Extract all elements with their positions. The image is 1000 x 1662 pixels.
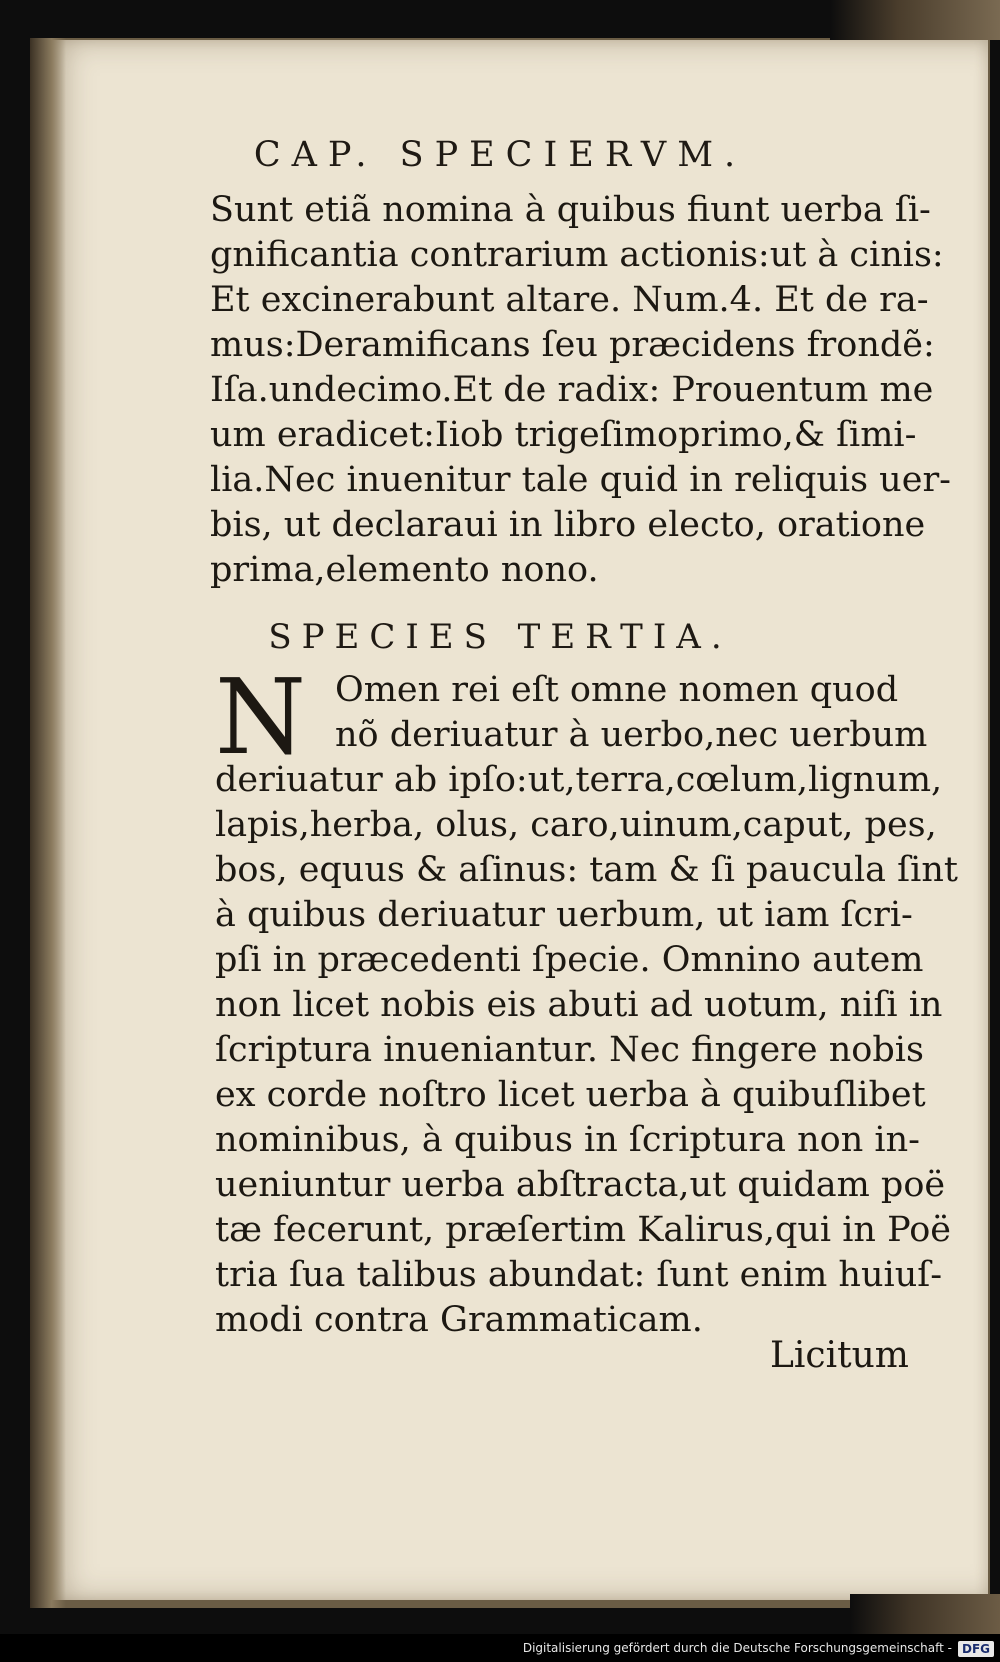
- initial-letter: N: [215, 656, 306, 778]
- text-line: Et excinerabunt altare. Num.4. Et de ra-: [210, 280, 929, 320]
- text-line: pſi in præcedenti ſpecie. Omnino autem: [215, 940, 924, 980]
- footer-text: Digitalisierung gefördert durch die Deutsche Forschungsgemeinschaft -: [522, 1641, 952, 1655]
- text-line: non licet nobis eis abuti ad uotum, niſi in: [215, 985, 943, 1025]
- text-line: bos, equus & aſinus: tam & ſi paucula ſint: [215, 850, 958, 890]
- text-line: nominibus, à quibus in ſcriptura non in-: [215, 1120, 920, 1160]
- dfg-logo[interactable]: DFG: [958, 1641, 994, 1657]
- text-line: tria ſua talibus abundat: ſunt enim huiuſ-: [215, 1255, 943, 1295]
- text-line: tæ fecerunt, præſertim Kalirus,qui in Poë: [215, 1210, 952, 1250]
- text-line: Sunt etiã nomina à quibus fiunt uerba ſi-: [210, 190, 931, 230]
- text-line: ſcriptura inueniantur. Nec fingere nobis: [215, 1030, 924, 1070]
- text-line: deriuatur ab ipſo:ut,terra,cœlum,lignum,: [215, 760, 943, 800]
- text-line: bis, ut declaraui in libro electo, oratione: [210, 505, 926, 545]
- spine-shadow: [30, 38, 66, 1608]
- text-line: nõ deriuatur à uerbo,nec uerbum: [335, 715, 928, 755]
- section-heading: SPECIES TERTIA.: [268, 617, 732, 657]
- text-line: à quibus deriuatur uerbum, ut iam ſcri-: [215, 895, 913, 935]
- text-line: mus:Deramificans ſeu præcidens frondẽ:: [210, 325, 935, 365]
- footer-bar: [0, 1634, 1000, 1662]
- catchword: Licitum: [770, 1335, 909, 1376]
- text-line: um eradicet:Iiob trigeſimoprimo,& ſimi-: [210, 415, 917, 455]
- text-line: ex corde noſtro licet uerba à quibuſlibet: [215, 1075, 926, 1115]
- text-line: Iſa.undecimo.Et de radix: Prouentum me: [210, 370, 934, 410]
- text-line: Omen rei eſt omne nomen quod: [335, 670, 899, 710]
- text-line: lapis,herba, olus, caro,uinum,caput, pes,: [215, 805, 937, 845]
- paragraph-2: [215, 656, 958, 1343]
- running-head: CAP. SPECIERVM.: [253, 135, 747, 175]
- text-line: gnificantia contrarium actionis:ut à cinis:: [210, 235, 944, 275]
- text-line: ueniuntur uerba abſtracta,ut quidam poë: [215, 1165, 946, 1205]
- text-line: modi contra Grammaticam.: [215, 1300, 703, 1340]
- text-line: lia.Nec inuenitur tale quid in reliquis uer-: [210, 460, 951, 500]
- page-corner-top: [830, 0, 1000, 40]
- page-corner-bottom: [850, 1594, 1000, 1634]
- text-line: prima,elemento nono.: [210, 550, 599, 590]
- paragraph-1: [210, 188, 951, 593]
